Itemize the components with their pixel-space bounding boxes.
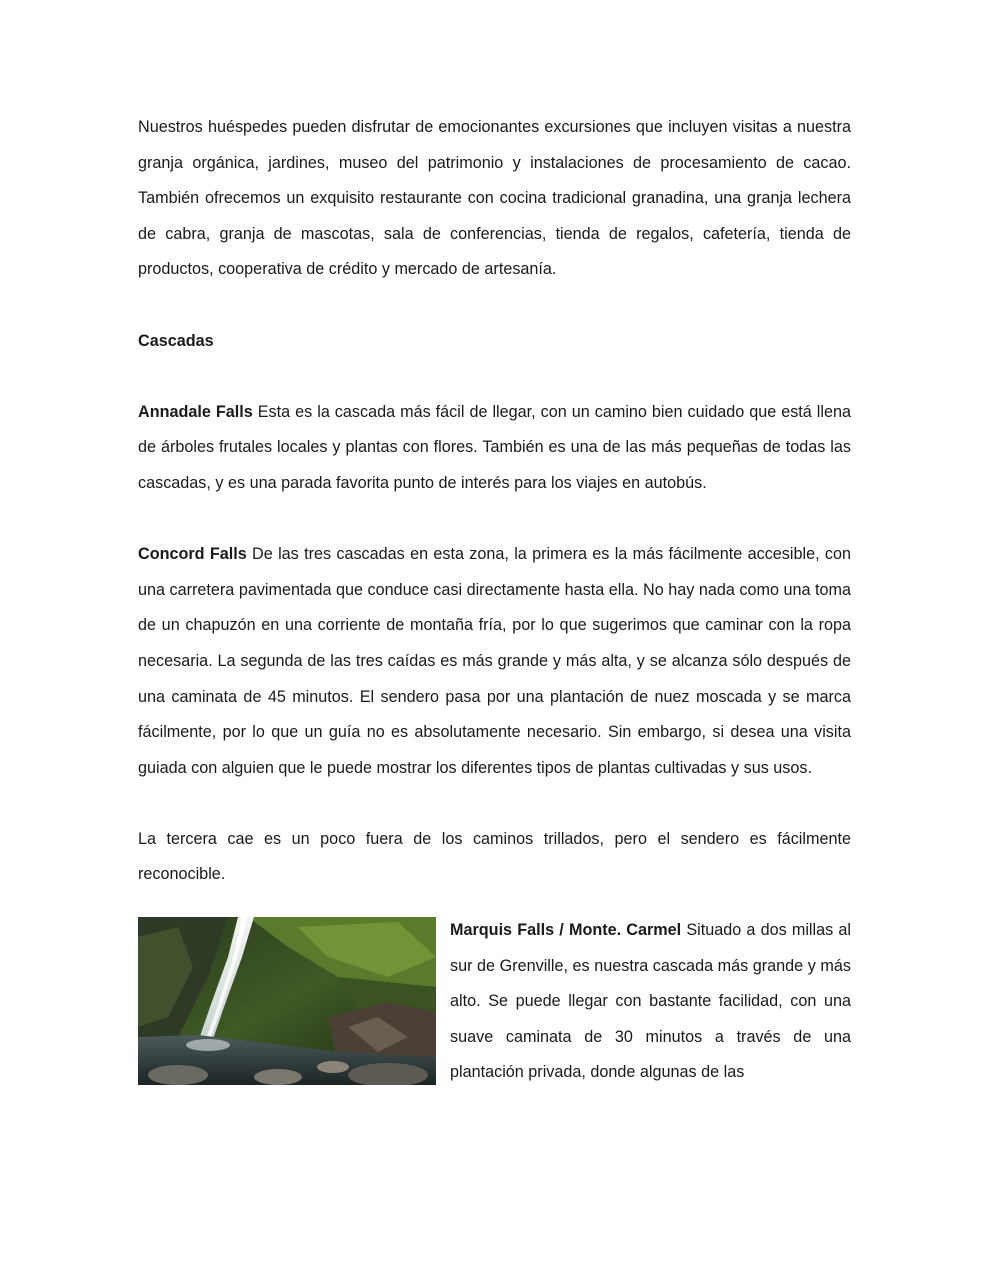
spacer [138,288,851,324]
annandale-paragraph [138,395,851,502]
waterfall-photo [138,917,436,1085]
marquis-section [138,913,851,1091]
section-heading: Cascadas [138,331,214,350]
annandale-title: Annadale Falls [138,402,253,421]
document-body [138,110,851,1091]
concord-text: De las tres cascadas en esta zona, la primera es la más fácilmente accesible, con una carretera pavimentada que conduce casi directamente hasta ella. No hay nada como una toma de un chapuzón en una corriente de montaña fría, por lo que sugerimos que caminar con la ropa necesaria. La segunda de las tres caídas es más grande y más alta, y se alcanza sólo después de una caminata de 45 minutos. El sendero pasa por una plantación de nuez moscada y se marca fácilmente, por lo que un guía no es absolutamente necesario. Sin embargo, si desea una visita guiada con alguien que le puede mostrar los diferentes tipos de plantas cultivadas y sus usos. [138,545,851,777]
spacer [138,893,851,913]
spacer [138,786,851,822]
concord-paragraph [138,537,851,786]
spacer [138,359,851,395]
intro-paragraph: Nuestros huéspedes pueden disfrutar de emocionantes excursiones que incluyen visitas a nuestra granja orgánica, jardines, museo del patrimonio y instalaciones de procesamiento de cacao. También ofrecemos un exquisito restaurante con cocina tradicional granadina, una granja lechera de cabra, granja de mascotas, sala de conferencias, tienda de regalos, cafetería, tienda de productos, cooperativa de crédito y mercado de artesanía. [138,118,851,279]
marquis-text: Situado a dos millas al sur de Grenville, es nuestra cascada más grande y más alto. Se puede llegar con bastante facilidad, con una suave caminata de 30 minutos a través de una plantación privada, donde algunas de las [450,921,851,1082]
concord-title: Concord Falls [138,545,247,564]
marquis-title: Marquis Falls / Monte. Carmel [450,921,682,940]
spacer [138,502,851,538]
annandale-text: Esta es la cascada más fácil de llegar, con un camino bien cuidado que está llena de árboles frutales locales y plantas con flores. También es una de las más pequeñas de todas las cascadas, y es una parada favorita punto de interés para los viajes en autobús. [138,402,851,492]
third-falls-paragraph: La tercera cae es un poco fuera de los caminos trillados, pero el sendero es fácilmente reconocible. [138,829,851,884]
